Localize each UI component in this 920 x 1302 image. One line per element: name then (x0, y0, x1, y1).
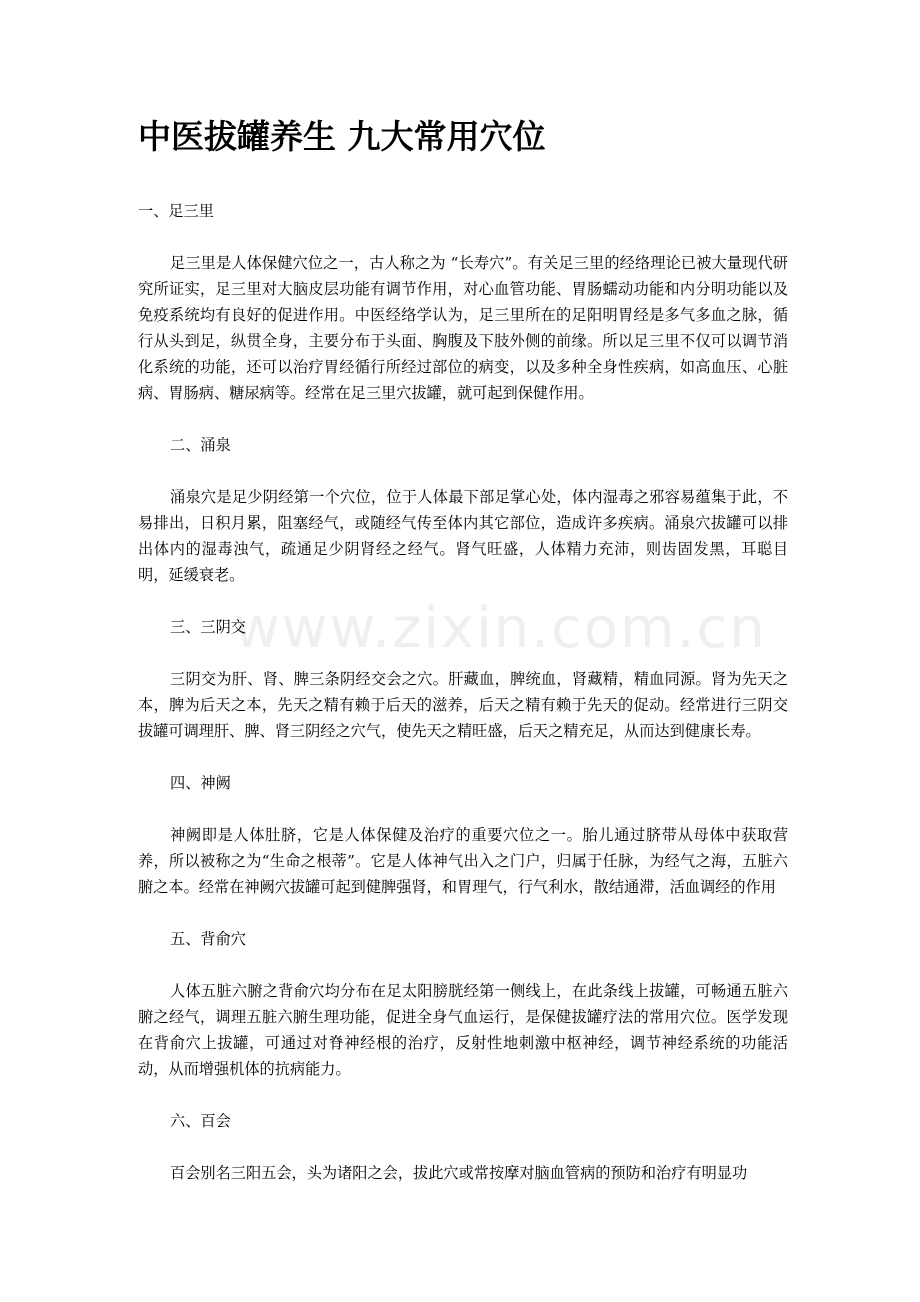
section-heading-sanyinjiao: 三、三阴交 (170, 618, 246, 636)
section-heading-zusanli: 一、足三里 (138, 202, 214, 220)
section-heading-baihui: 六、百会 (170, 1112, 231, 1130)
page-title: 中医拔罐养生 九大常用穴位 (138, 117, 546, 156)
section-heading-shenque: 四、神阙 (170, 774, 231, 792)
section-text-baihui: 百会别名三阳五会，头为诸阳之会，拔此穴或常按摩对脑血管病的预防和治疗有明显功 (170, 1164, 748, 1182)
document-body (138, 198, 788, 1186)
section-heading-yongquan: 二、涌泉 (170, 436, 231, 454)
section-heading-beishuxue: 五、背俞穴 (170, 930, 246, 948)
watermark: www.zixin.com.cn (234, 596, 767, 661)
section-text-zusanli: 足三里是人体保健穴位之一，古人称之为 “长寿穴”。有关足三里的经络理论已被大量现代研究所证实，足三里对大脑皮层功能有调节作用，对心血管功能、胃肠蠕动功能和内分明功能以及免疫系统均有良好的促进作用。中医经络学认为，足三里所在的足阳明胃经是多气多血之脉，循行从头到足，纵贯全身，主要分布于头面、胸腹及下肢外侧的前缘。所以足三里不仅可以调节消化系统的功能，还可以治疗胃经循行所经过部位的病变，以及多种全身性疾病，如高血压、心脏病、胃肠病、糖尿病等。经常在足三里穴拔罐，就可起到保健作用。 (138, 254, 788, 402)
section-text-sanyinjiao: 三阴交为肝、肾、脾三条阴经交会之穴。肝藏血，脾统血，肾藏精，精血同源。肾为先天之本，脾为后天之本，先天之精有赖于后天的滋养，后天之精有赖于先天的促动。经常进行三阴交拔罐可调理肝、脾、肾三阴经之穴气，使先天之精旺盛，后天之精充足，从而达到健康长寿。 (138, 670, 788, 740)
section-text-beishuxue: 人体五脏六腑之背俞穴均分布在足太阳膀胱经第一侧线上，在此条线上拔罐，可畅通五脏六腑之经气，调理五脏六腑生理功能，促进全身气血运行，是保健拔罐疗法的常用穴位。医学发现在背俞穴上拔罐，可通过对脊神经根的治疗，反射性地刺激中枢神经，调节神经系统的功能活动，从而增强机体的抗病能力。 (138, 982, 788, 1078)
section-text-yongquan: 涌泉穴是足少阴经第一个穴位，位于人体最下部足掌心处，体内湿毒之邪容易蕴集于此，不易排出，日积月累，阻塞经气，或随经气传至体内其它部位，造成许多疾病。涌泉穴拔罐可以排出体内的湿毒浊气，疏通足少阴肾经之经气。肾气旺盛，人体精力充沛，则齿固发黑，耳聪目明，延缓衰老。 (138, 488, 788, 584)
section-text-shenque: 神阙即是人体肚脐，它是人体保健及治疗的重要穴位之一。胎儿通过脐带从母体中获取营养，所以被称之为“生命之根蒂”。它是人体神气出入之门户，归属于任脉，为经气之海，五脏六腑之本。经常在神阙穴拔罐可起到健脾强肾，和胃理气，行气利水，散结通滞，活血调经的作用 (138, 826, 788, 896)
